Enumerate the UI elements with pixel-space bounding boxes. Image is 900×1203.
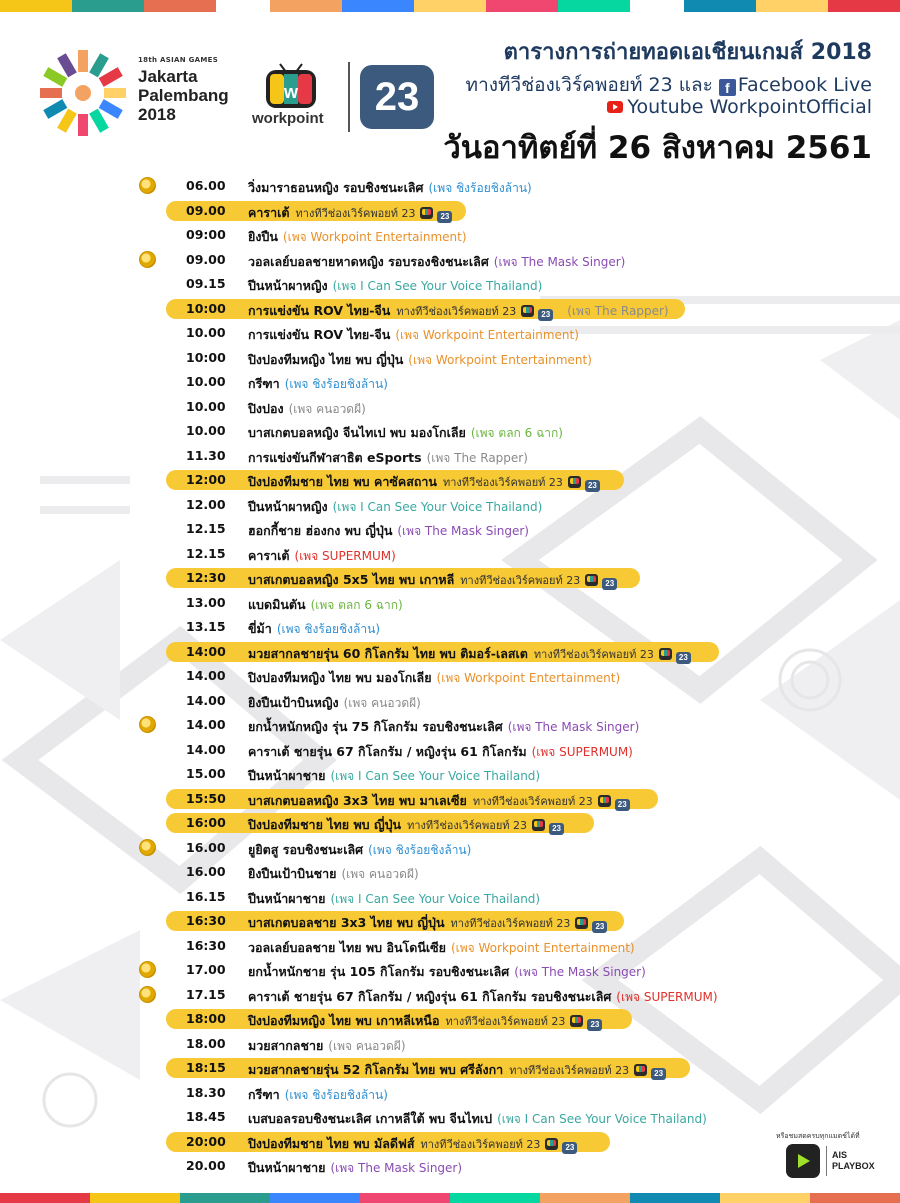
- row-page: (เพจ I Can See Your Voice Thailand): [330, 891, 541, 906]
- channel-23-icon: 23: [676, 652, 691, 664]
- row-page: (เพจ The Mask Singer): [493, 254, 626, 269]
- schedule-row: [0, 223, 900, 248]
- channel-23-icon: 23: [538, 309, 553, 321]
- row-time: 20:00: [186, 1133, 226, 1149]
- row-content: [248, 840, 471, 860]
- row-event: การแข่งขัน ROV ไทย-จีน: [248, 327, 391, 342]
- row-event: มวยสากลชาย: [248, 1037, 324, 1053]
- row-event: ฮอกกี้ชาย ฮ่องกง พบ ญี่ปุ่น: [248, 523, 393, 538]
- row-page: (เพจ I Can See Your Voice Thailand): [332, 279, 543, 293]
- schedule-row: [0, 689, 900, 714]
- row-content: [248, 1011, 602, 1031]
- schedule-row: [0, 321, 900, 346]
- workpoint-icon: [575, 917, 588, 929]
- row-tv-channel: ทางทีวีช่องเวิร์คพอยท์ 23: [509, 1064, 630, 1077]
- channel-23-icon: 23: [587, 1019, 602, 1031]
- row-page: (เพจ SUPERMUM): [294, 548, 396, 563]
- row-event: คาราเต้: [248, 204, 290, 220]
- schedule-row: [0, 248, 900, 273]
- row-content: [248, 668, 620, 688]
- schedule-row: [0, 370, 900, 395]
- row-time: 12.15: [186, 521, 226, 536]
- row-time: 18:00: [186, 1011, 226, 1026]
- row-tv-channel: ทางทีวีช่องเวิร์คพอยท์ 23: [396, 304, 517, 318]
- row-content: [248, 521, 529, 541]
- footer-note: หรือชมสดครบทุกแมตช์ได้ที่: [776, 1132, 860, 1140]
- row-event: แบดมินตัน: [248, 596, 306, 612]
- row-page: (เพจ Workpoint Entertainment): [408, 352, 592, 367]
- schedule-row: [0, 787, 900, 812]
- schedule-row: [0, 444, 900, 469]
- row-page: (เพจ ตลก 6 ฉาก): [470, 426, 563, 440]
- row-event: ปิงปองทีมหญิง ไทย พบ เกาหลีเหนือ: [248, 1013, 440, 1028]
- row-event: มวยสากลชายรุ่น 52 กิโลกรัม ไทย พบ ศรีลังกา: [248, 1062, 504, 1077]
- row-page: (เพจ Workpoint Entertainment): [450, 940, 635, 955]
- row-time: 13.00: [186, 594, 226, 610]
- row-content: [248, 203, 452, 223]
- row-tv-channel: ทางทีวีช่องเวิร์คพอยท์ 23: [407, 819, 528, 832]
- schedule-row: [0, 1056, 900, 1081]
- row-tv-channel: ทางทีวีช่องเวิร์คพอยท์ 23: [295, 206, 416, 220]
- top-color-stripe: [0, 0, 900, 12]
- row-time: 17.00: [186, 962, 226, 977]
- row-time: 16:00: [186, 815, 226, 830]
- row-time: 15:50: [186, 790, 226, 806]
- schedule-date: วันอาทิตย์ที่ 26 สิงหาคม 2561: [443, 130, 872, 166]
- row-page: (เพจ คนอวดผี): [343, 695, 421, 710]
- svg-text:w: w: [283, 82, 299, 102]
- row-event: ยูยิตสู รอบชิงชนะเลิศ: [248, 841, 364, 857]
- row-content: [248, 546, 396, 566]
- channel-23-icon: 23: [562, 1142, 577, 1154]
- row-event: ยกน้ำหนักชาย รุ่น 105 กิโลกรัม รอบชิงชนะเลิศ: [248, 964, 510, 979]
- row-time: 18.30: [186, 1084, 226, 1100]
- row-page: (เพจ The Mask Singer): [507, 720, 640, 734]
- row-page: (เพจ The Rapper): [426, 450, 528, 465]
- row-page: (เพจ The Rapper): [567, 303, 669, 318]
- row-page: (เพจ Workpoint Entertainment): [282, 230, 467, 244]
- schedule-row: [0, 1007, 900, 1032]
- row-content: [248, 717, 639, 737]
- row-time: 14.00: [186, 717, 226, 732]
- row-time: 18.00: [186, 1035, 226, 1051]
- row-time: 14.00: [186, 741, 226, 757]
- row-time: 20.00: [186, 1158, 226, 1173]
- row-page: (เพจ คนอวดผี): [341, 867, 419, 881]
- row-page: (เพจ ชิงร้อยชิงล้าน): [284, 377, 388, 391]
- row-tv-channel: ทางทีวีช่องเวิร์คพอยท์ 23: [445, 1015, 566, 1028]
- channel-23-icon: 23: [585, 480, 600, 492]
- schedule-row: [0, 934, 900, 959]
- row-tv-channel: ทางทีวีช่องเวิร์คพอยท์ 23: [442, 476, 563, 489]
- row-content: [248, 276, 542, 296]
- row-event: วิ่งมาราธอนหญิง รอบชิงชนะเลิศ: [248, 180, 424, 195]
- facebook-live: Facebook Live: [737, 74, 872, 96]
- row-tv-channel: ทางทีวีช่องเวิร์คพอยท์ 23: [420, 1137, 541, 1151]
- row-event: บาสเกตบอลหญิง 3x3 ไทย พบ มาเลเซีย: [248, 792, 467, 808]
- gold-medal-icon: [139, 961, 156, 978]
- playbox-label: PLAYBOX: [832, 1161, 875, 1171]
- schedule-row: [0, 738, 900, 763]
- row-time: 15.00: [186, 766, 226, 781]
- playbox-app-icon: [786, 1144, 820, 1178]
- row-content: [248, 227, 467, 247]
- youtube-icon: [607, 101, 623, 113]
- row-time: 10.00: [186, 374, 226, 389]
- row-event: ขี่ม้า: [248, 621, 272, 636]
- channel-23-icon: 23: [602, 578, 617, 590]
- row-time: 10.00: [186, 325, 226, 340]
- schedule-row: [0, 713, 900, 738]
- youtube-channel: Youtube WorkpointOfficial: [627, 96, 872, 118]
- row-event: บาสเกตบอลหญิง จีนไทเป พบ มองโกเลีย: [248, 425, 466, 440]
- schedule-row: [0, 517, 900, 542]
- schedule-row: [0, 174, 900, 199]
- row-content: [248, 399, 366, 419]
- row-event: ปีนหน้าผาหญิง: [248, 498, 328, 514]
- footer-divider: [826, 1146, 827, 1176]
- row-event: วอลเลย์บอลชายหาดหญิง รอบรองชิงชนะเลิศ: [248, 253, 489, 269]
- row-content: [248, 766, 540, 786]
- schedule-row: [0, 1105, 900, 1130]
- row-event: ปีนหน้าผาชาย: [248, 890, 326, 906]
- event-small-label: 18th ASIAN GAMES: [138, 56, 219, 64]
- row-content: [248, 350, 592, 370]
- row-content: [248, 644, 691, 664]
- row-event: คาราเต้: [248, 547, 290, 563]
- row-event: เบสบอลรอบชิงชนะเลิศ เกาหลีใต้ พบ จีนไทเป: [248, 1111, 493, 1126]
- row-event: ปิงปองทีมชาย ไทย พบ คาซัคสถาน: [248, 474, 437, 489]
- row-content: [248, 595, 403, 615]
- broadcast-tv: ทางทีวีช่องเวิร์คพอยท์ 23 และ: [465, 74, 713, 96]
- schedule-row: [0, 1081, 900, 1106]
- schedule-row: [0, 395, 900, 420]
- row-content: [248, 962, 646, 982]
- channel-23-icon: 23: [592, 921, 607, 933]
- row-time: 18:15: [186, 1060, 226, 1075]
- schedule-row: [0, 1154, 900, 1179]
- row-time: 09:00: [186, 227, 226, 242]
- row-event: ยกน้ำหนักหญิง รุ่น 75 กิโลกรัม รอบชิงชนะเลิศ: [248, 719, 503, 734]
- row-event: มวยสากลชายรุ่น 60 กิโลกรัม ไทย พบ ติมอร์-เลสเต: [248, 645, 528, 661]
- gold-medal-icon: [139, 839, 156, 856]
- schedule-row: [0, 542, 900, 567]
- row-event: ปิงปองทีมชาย ไทย พบ ญี่ปุ่น: [248, 817, 402, 832]
- gold-medal-icon: [139, 986, 156, 1003]
- schedule-row: [0, 468, 900, 493]
- bottom-color-stripe: [0, 1193, 900, 1203]
- row-content: [248, 791, 630, 811]
- row-event: กรีฑา: [248, 1086, 280, 1102]
- asian-games-logo: [38, 48, 128, 138]
- workpoint-icon: [521, 305, 534, 317]
- row-event: วอลเลย์บอลชาย ไทย พบ อินโดนีเซีย: [248, 939, 446, 955]
- facebook-icon: f: [719, 79, 736, 96]
- row-time: 12.15: [186, 545, 226, 561]
- row-time: 09.00: [186, 202, 226, 218]
- row-event: บาสเกตบอลชาย 3x3 ไทย พบ ญี่ปุ่น: [248, 915, 445, 930]
- schedule-row: [0, 836, 900, 861]
- ais-label: AIS: [832, 1150, 848, 1160]
- row-content: [248, 913, 607, 933]
- header-divider: [348, 62, 350, 132]
- row-event: ปิงปองทีมหญิง ไทย พบ ญี่ปุ่น: [248, 351, 404, 367]
- row-content: [248, 1158, 462, 1178]
- row-time: 12.00: [186, 496, 226, 512]
- row-tv-channel: ทางทีวีช่องเวิร์คพอยท์ 23: [533, 647, 654, 661]
- row-tv-channel: ทางทีวีช่องเวิร์คพอยท์ 23: [450, 917, 571, 930]
- schedule-row: [0, 860, 900, 885]
- row-time: 12:00: [186, 472, 226, 487]
- row-time: 16:30: [186, 937, 226, 953]
- row-content: [248, 1085, 388, 1105]
- row-content: [248, 252, 625, 272]
- row-time: 16.15: [186, 888, 226, 904]
- row-page: (เพจ I Can See Your Voice Thailand): [497, 1112, 707, 1126]
- schedule-row: [0, 664, 900, 689]
- schedule-row: [0, 591, 900, 616]
- row-event: ปิงปองทีมชาย ไทย พบ มัลดีฟส์: [248, 1135, 415, 1151]
- row-page: (เพจ ชิงร้อยชิงล้าน): [428, 181, 532, 195]
- row-content: [248, 178, 532, 198]
- workpoint-icon: [659, 648, 672, 660]
- workpoint-icon: [420, 207, 433, 219]
- row-time: 13.15: [186, 619, 226, 634]
- schedule-row: [0, 762, 900, 787]
- row-event: ปีนหน้าผาชาย: [248, 768, 326, 783]
- row-time: 16:30: [186, 913, 226, 928]
- row-event: การแข่งขัน ROV ไทย-จีน: [248, 302, 391, 318]
- row-event: ปีนหน้าผาชาย: [248, 1160, 326, 1175]
- workpoint-icon: [585, 574, 598, 586]
- row-time: 06.00: [186, 178, 226, 193]
- row-content: [248, 742, 633, 762]
- row-time: 16.00: [186, 864, 226, 879]
- row-content: [248, 987, 718, 1007]
- row-time: 10:00: [186, 300, 226, 316]
- schedule-row: [0, 199, 900, 224]
- workpoint-icon: [532, 819, 545, 831]
- schedule-row: [0, 493, 900, 518]
- schedule-row: [0, 1130, 900, 1155]
- row-page: (เพจ The Mask Singer): [514, 965, 646, 979]
- row-tv-channel: ทางทีวีช่องเวิร์คพอยท์ 23: [472, 794, 593, 808]
- workpoint-icon: [598, 795, 611, 807]
- row-content: [248, 301, 669, 321]
- row-page: (เพจ I Can See Your Voice Thailand): [332, 499, 543, 514]
- row-event: ปิงปองทีมหญิง ไทย พบ มองโกเลีย: [248, 670, 432, 685]
- schedule-row: [0, 346, 900, 371]
- event-year: 2018: [138, 105, 176, 124]
- row-page: (เพจ SUPERMUM): [616, 989, 718, 1004]
- row-time: 10.00: [186, 423, 226, 438]
- row-page: (เพจ The Mask Singer): [397, 524, 529, 538]
- row-content: [248, 619, 380, 639]
- event-city-2: Palembang: [138, 86, 229, 105]
- row-content: [248, 1109, 707, 1129]
- row-content: [248, 889, 540, 909]
- ais-playbox-logo: [832, 1150, 875, 1172]
- schedule-row: [0, 419, 900, 444]
- row-time: 10.00: [186, 398, 226, 414]
- row-time: 14.00: [186, 692, 226, 708]
- page-title: ตารางการถ่ายทอดเอเชียนเกมส์ 2018: [503, 40, 872, 65]
- row-content: [248, 325, 579, 345]
- event-city-1: Jakarta: [138, 67, 198, 86]
- row-time: 14.00: [186, 668, 226, 683]
- row-time: 12:30: [186, 570, 226, 585]
- row-time: 09.15: [186, 276, 226, 291]
- row-page: (เพจ SUPERMUM): [531, 744, 633, 759]
- row-event: กรีฑา: [248, 376, 280, 391]
- asian-games-title: [138, 57, 229, 124]
- schedule-row: [0, 1032, 900, 1057]
- row-page: (เพจ ชิงร้อยชิงล้าน): [276, 622, 381, 636]
- row-event: การแข่งขันกีฬาสาธิต eSports: [248, 449, 422, 465]
- row-content: [248, 423, 563, 443]
- row-time: 09.00: [186, 251, 226, 267]
- row-time: 10:00: [186, 349, 226, 365]
- row-content: [248, 938, 635, 958]
- row-content: [248, 815, 564, 835]
- row-event: ยิงปืนเป้าบินชาย: [248, 866, 337, 881]
- row-time: 14:00: [186, 643, 226, 659]
- row-page: (เพจ คนอวดผี): [328, 1038, 406, 1053]
- row-event: ปิงปอง: [248, 400, 284, 416]
- row-page: (เพจ The Mask Singer): [330, 1161, 463, 1175]
- schedule-row: [0, 615, 900, 640]
- row-event: ยิงปืน: [248, 229, 278, 244]
- row-content: [248, 497, 542, 517]
- row-content: [248, 693, 421, 713]
- gold-medal-icon: [139, 177, 156, 194]
- gold-medal-icon: [139, 716, 156, 733]
- youtube-info: [607, 96, 872, 118]
- row-content: [248, 1060, 666, 1080]
- workpoint-icon: [568, 476, 581, 488]
- gold-medal-icon: [139, 251, 156, 268]
- row-page: (เพจ ชิงร้อยชิงล้าน): [368, 842, 472, 857]
- row-page: (เพจ ชิงร้อยชิงล้าน): [284, 1087, 388, 1102]
- workpoint-icon: [634, 1064, 647, 1076]
- row-event: บาสเกตบอลหญิง 5x5 ไทย พบ เกาหลี: [248, 572, 455, 587]
- row-content: [248, 448, 528, 468]
- row-page: (เพจ คนอวดผี): [288, 401, 366, 416]
- workpoint-icon: [570, 1015, 583, 1027]
- row-page: (เพจ Workpoint Entertainment): [395, 328, 579, 342]
- row-time: 16.00: [186, 839, 226, 855]
- schedule-row: [0, 640, 900, 665]
- channel-23-icon: 23: [615, 799, 630, 811]
- schedule-list: [0, 174, 900, 1179]
- workpoint-brand: workpoint: [252, 110, 324, 127]
- channel-23-icon: 23: [651, 1068, 666, 1080]
- row-page: (เพจ ตลก 6 ฉาก): [310, 597, 403, 612]
- row-content: [248, 570, 617, 590]
- schedule-row: [0, 885, 900, 910]
- row-event: ปีนหน้าผาหญิง: [248, 278, 328, 293]
- workpoint-icon: [545, 1138, 558, 1150]
- row-page: (เพจ Workpoint Entertainment): [436, 671, 621, 685]
- row-content: [248, 1036, 406, 1056]
- row-time: 17.15: [186, 986, 226, 1002]
- channel-23-icon: 23: [437, 211, 452, 223]
- schedule-row: [0, 983, 900, 1008]
- row-content: [248, 864, 419, 884]
- row-content: [248, 472, 600, 492]
- row-event: คาราเต้ ชายรุ่น 67 กิโลกรัม / หญิงรุ่น 61 กิโลกรัม: [248, 743, 527, 759]
- channel-23-icon: 23: [549, 823, 564, 835]
- row-page: (เพจ I Can See Your Voice Thailand): [330, 769, 541, 783]
- schedule-row: [0, 811, 900, 836]
- channel-23-badge: 23: [360, 65, 434, 129]
- row-time: 18.45: [186, 1109, 226, 1124]
- row-tv-channel: ทางทีวีช่องเวิร์คพอยท์ 23: [460, 574, 581, 587]
- schedule-row: [0, 566, 900, 591]
- schedule-row: [0, 297, 900, 322]
- row-content: [248, 1134, 577, 1154]
- schedule-row: [0, 272, 900, 297]
- row-content: [248, 374, 388, 394]
- schedule-row: [0, 909, 900, 934]
- row-time: 11.30: [186, 447, 226, 463]
- row-event: คาราเต้ ชายรุ่น 67 กิโลกรัม / หญิงรุ่น 61 กิโลกรัม รอบชิงชนะเลิศ: [248, 988, 612, 1004]
- row-event: ยิงปืนเป้าบินหญิง: [248, 694, 339, 710]
- schedule-row: [0, 958, 900, 983]
